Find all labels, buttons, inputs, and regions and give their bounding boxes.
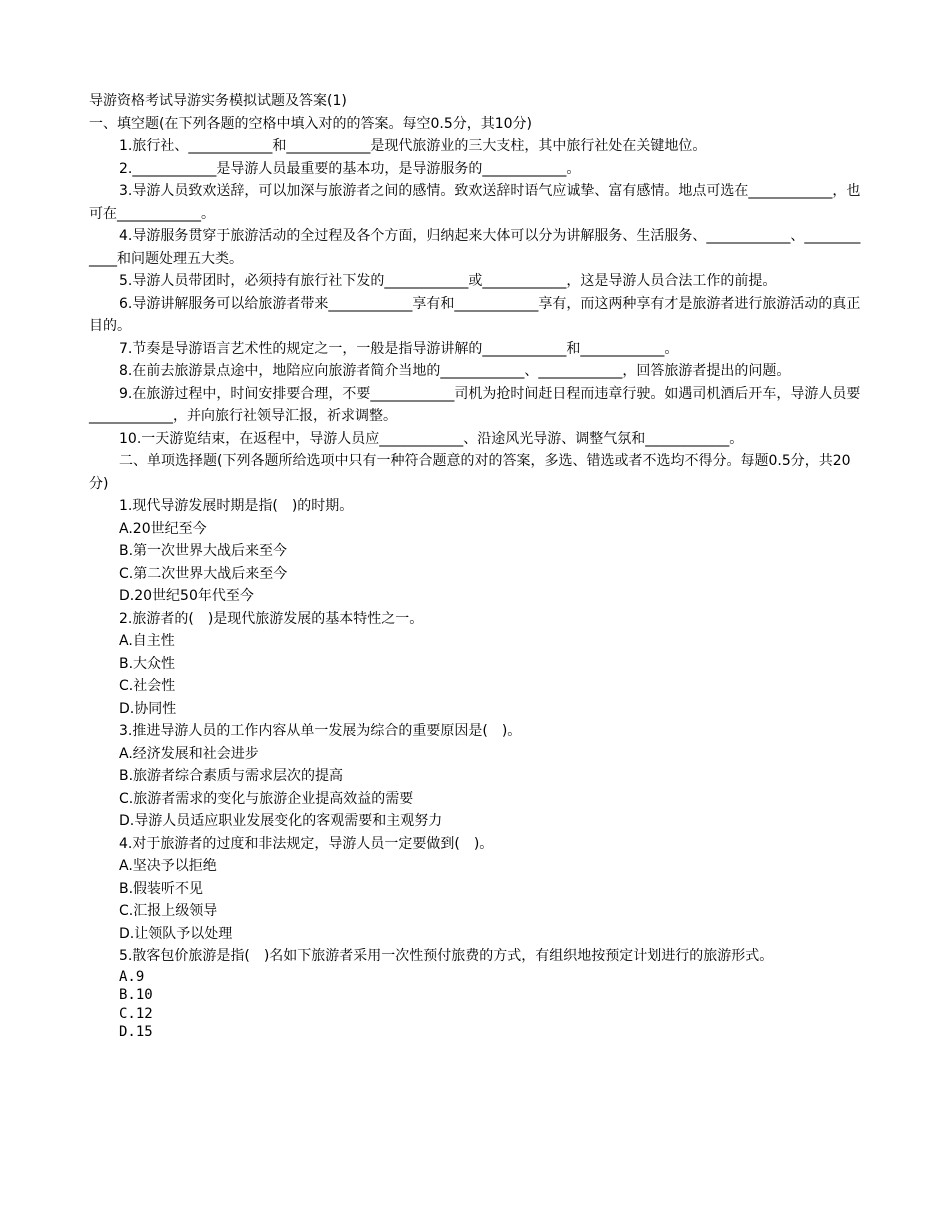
fill-question: 2.____________是导游人员最重要的基本功，是导游服务的____________。 xyxy=(119,160,581,177)
answer-option: B.10 xyxy=(119,987,153,1004)
answer-option: D.协同性 xyxy=(119,700,177,717)
fill-question: 8.在前去旅游景点途中，地陪应向旅游者简介当地的____________、____________，回答旅游者提出的问题。 xyxy=(119,363,791,379)
answer-option: A.9 xyxy=(119,968,145,985)
answer-option: D.20世纪50年代至今 xyxy=(119,588,254,604)
fill-question: 4.导游服务贯穿于旅游活动的全过程及各个方面，归纳起来大体可以分为讲解服务、生活服务、____________、____________和问题处理五大类。 xyxy=(89,228,861,267)
section-heading-fill-in: 一、填空题(在下列各题的空格中填入对的的答案。每空0.5分，其10分) xyxy=(89,115,533,132)
answer-option: D.导游人员适应职业发展变化的客观需要和主观努力 xyxy=(119,813,443,829)
answer-option: A.坚决予以拒绝 xyxy=(119,858,217,874)
answer-option: C.汇报上级领导 xyxy=(119,903,218,919)
answer-option: A.自主性 xyxy=(119,633,175,649)
answer-option: B.第一次世界大战后来至今 xyxy=(119,543,288,559)
answer-option: A.20世纪至今 xyxy=(119,520,207,537)
answer-option: A.经济发展和社会进步 xyxy=(119,745,259,762)
question-stem: 1.现代导游发展时期是指( )的时期。 xyxy=(119,498,354,514)
answer-option: C.旅游者需求的变化与旅游企业提高效益的需要 xyxy=(119,790,414,807)
answer-option: C.社会性 xyxy=(119,678,176,694)
section-heading-multiple-choice: 二、单项选择题(下列各题所给选项中只有一种符合题意的对的答案，多选、错选或者不选均不得分。每题0.5分，共20分) xyxy=(89,453,851,492)
document-page xyxy=(89,90,864,1042)
answer-option: D.让领队予以处理 xyxy=(119,925,233,942)
question-stem: 2.旅游者的( )是现代旅游发展的基本特性之一。 xyxy=(119,610,424,627)
fill-question: 10.一天游览结束，在返程中，导游人员应____________、沿途风光导游、调整气氛和____________。 xyxy=(119,430,744,447)
answer-option: C.第二次世界大战后来至今 xyxy=(119,565,288,582)
document-title: 导游资格考试导游实务模拟试题及答案(1) xyxy=(89,93,347,109)
fill-question: 9.在旅游过程中，时间安排要合理，不要____________司机为抢时间赶日程而违章行驶。如遇司机酒后开车，导游人员要____________，并向旅行社领导汇报，祈求调整。 xyxy=(89,385,861,424)
answer-option: B.大众性 xyxy=(119,655,176,672)
question-stem: 3.推进导游人员的工作内容从单一发展为综合的重要原因是( )。 xyxy=(119,723,522,739)
answer-option: C.12 xyxy=(119,1005,153,1022)
answer-option: B.旅游者综合素质与需求层次的提高 xyxy=(119,768,344,784)
question-stem: 5.散客包价旅游是指( )名如下旅游者采用一次性预付旅费的方式，有组织地按预定计划进行的旅游形式。 xyxy=(119,948,774,964)
answer-option: B.假装听不见 xyxy=(119,880,204,897)
fill-question: 3.导游人员致欢送辞，可以加深与旅游者之间的感情。致欢送辞时语气应诚挚、富有感情。地点可选在____________，也可在____________。 xyxy=(89,183,861,222)
fill-question: 1.旅行社、____________和____________是现代旅游业的三大支柱，其中旅行社处在关键地位。 xyxy=(119,138,707,154)
fill-question: 5.导游人员带团时，必须持有旅行社下发的____________或____________，这是导游人员合法工作的前提。 xyxy=(119,273,777,289)
fill-question: 6.导游讲解服务可以给旅游者带来____________享有和____________享有，而这两种享有才是旅游者进行旅游活动的真正目的。 xyxy=(89,295,861,334)
answer-option: D.15 xyxy=(119,1024,153,1041)
fill-question: 7.节奏是导游语言艺术性的规定之一，一般是指导游讲解的____________和____________。 xyxy=(119,340,679,357)
question-stem: 4.对于旅游者的过度和非法规定，导游人员一定要做到( )。 xyxy=(119,835,494,852)
